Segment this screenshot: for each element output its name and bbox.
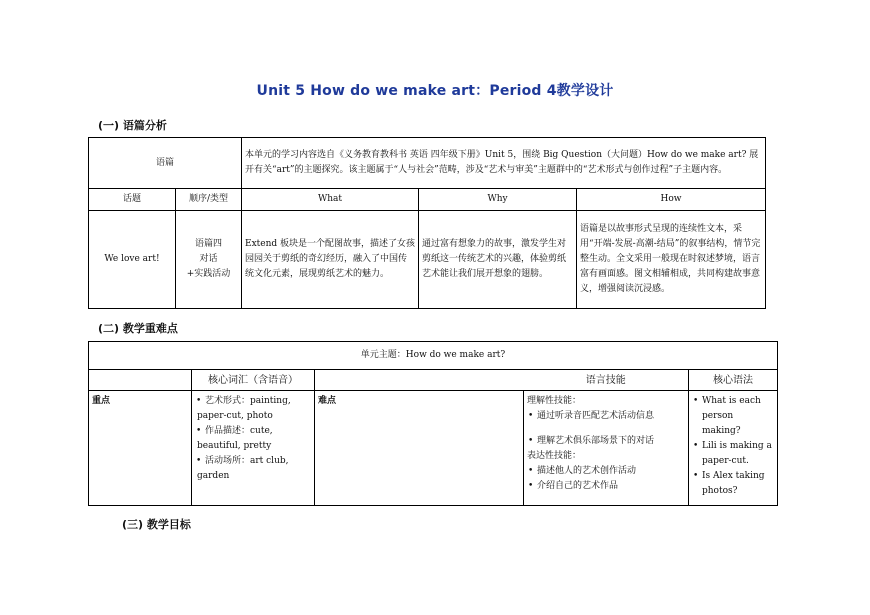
type-cell xyxy=(176,211,242,309)
type-line: 语篇四 xyxy=(195,239,223,249)
key-label: 重点 xyxy=(89,391,192,506)
discourse-analysis-table xyxy=(88,137,766,309)
skills-cell xyxy=(524,391,689,506)
section-heading-key-points: (二) 教学重难点 xyxy=(98,322,178,335)
grammar-item: • What is each person making? xyxy=(692,394,774,439)
how-cell: 语篇是以故事形式呈现的连续性文本，采用“开端-发展-高潮-结局”的叙事结构，情节完整生动。全文采用一般现在时叙述梦境，语言富有画面感。图文相辅相成，共同构建故事意义，增强阅读沉浸感。 xyxy=(577,211,766,309)
why-cell: 通过富有想象力的故事，激发学生对剪纸这一传统艺术的兴趣，体验剪纸艺术能让我们展开想象的翅膀。 xyxy=(419,211,577,309)
header-core-vocab: 核心词汇（含语音） xyxy=(192,370,315,391)
vocab-item: • 活动场所：art club, garden xyxy=(195,454,311,484)
discourse-description: 本单元的学习内容选自《义务教育教科书 英语 四年级下册》Unit 5，围绕 Big Question（大问题）How do we make art? 展开有关“art”的主题探究。该主题属于“人与社会”范畴，涉及“艺术与审美”主题群中的“艺术形式与创作过程”子主题内容。 xyxy=(242,138,766,189)
blank-header xyxy=(89,370,192,391)
difficult-label: 难点 xyxy=(315,391,524,506)
header-why: Why xyxy=(419,189,577,211)
vocab-item: • 艺术形式：painting, paper-cut, photo xyxy=(195,394,311,424)
skill-item: • 描述他人的艺术创作活动 xyxy=(527,464,685,479)
blank-header-2 xyxy=(315,370,524,391)
header-core-grammar: 核心语法 xyxy=(689,370,778,391)
section-heading-discourse-analysis: (一) 语篇分析 xyxy=(98,119,167,132)
topic-cell: We love art! xyxy=(89,211,176,309)
type-line: 对话 xyxy=(199,254,218,264)
grammar-cell xyxy=(689,391,778,506)
vocab-cell xyxy=(192,391,315,506)
skill-item: • 理解艺术俱乐部场景下的对话 xyxy=(527,434,685,449)
unit-theme: 单元主题：How do we make art? xyxy=(89,342,778,370)
page-title: Unit 5 How do we make art：Period 4教学设计 xyxy=(256,83,614,99)
type-line: +实践活动 xyxy=(186,269,231,279)
skill-item: • 通过听录音匹配艺术活动信息 xyxy=(527,409,685,424)
section-heading-teaching-goals: (三) 教学目标 xyxy=(122,518,191,531)
header-what: What xyxy=(242,189,419,211)
header-language-skills: 语言技能 xyxy=(524,370,689,391)
skill-heading: 表达性技能： xyxy=(527,451,582,461)
header-how: How xyxy=(577,189,766,211)
grammar-item: • Lili is making a paper-cut. xyxy=(692,439,774,469)
key-difficult-points-table xyxy=(88,341,778,506)
grammar-item: • Is Alex taking photos? xyxy=(692,469,774,499)
vocab-item: • 作品描述：cute, beautiful, pretty xyxy=(195,424,311,454)
header-order-type: 顺序/类型 xyxy=(176,189,242,211)
header-topic: 话题 xyxy=(89,189,176,211)
skill-item: • 介绍自己的艺术作品 xyxy=(527,479,685,494)
what-cell: Extend 板块是一个配图故事，描述了女孩园园关于剪纸的奇幻经历，融入了中国传统文化元素，展现剪纸艺术的魅力。 xyxy=(242,211,419,309)
skill-heading: 理解性技能： xyxy=(527,396,582,406)
discourse-label: 语篇 xyxy=(89,138,242,189)
